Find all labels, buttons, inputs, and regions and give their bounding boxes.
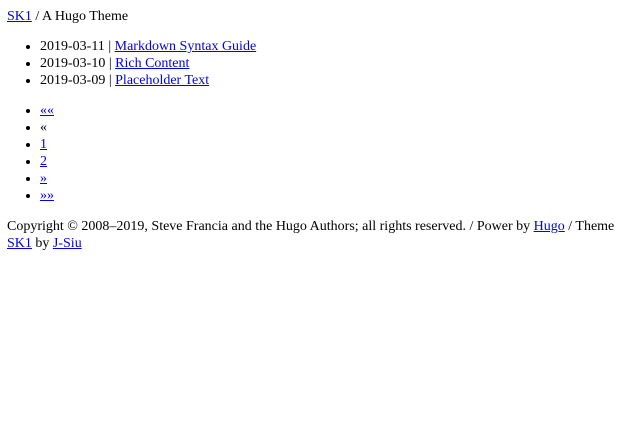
post-link-rich-content[interactable]: Rich Content: [115, 56, 190, 71]
post-link-placeholder-text[interactable]: Placeholder Text: [115, 73, 210, 88]
pagination-last-link[interactable]: »»: [40, 188, 54, 203]
author-link[interactable]: J-Siu: [52, 236, 82, 251]
pagination-first-link[interactable]: ««: [40, 103, 54, 118]
pagination-next-link[interactable]: »: [40, 171, 47, 186]
site-tagline: A Hugo Theme: [42, 9, 129, 24]
post-list-item: [40, 55, 633, 72]
pagination-item: [40, 187, 633, 204]
pagination-page-2-link[interactable]: 2: [40, 154, 47, 169]
site-header: [7, 8, 633, 25]
post-separator: |: [105, 73, 116, 88]
pagination: [7, 102, 633, 204]
post-separator: |: [105, 56, 116, 71]
post-separator: |: [104, 39, 115, 54]
header-separator: /: [31, 9, 43, 24]
site-footer: [7, 218, 633, 252]
pagination-item: [40, 153, 633, 170]
pagination-page-1-link[interactable]: 1: [40, 137, 47, 152]
pagination-item: [40, 170, 633, 187]
post-list-item: [40, 72, 633, 89]
copyright-text: Copyright © 2008–2019, Steve Francia and the Hugo Authors; all rights reserved. / Power by: [7, 219, 534, 234]
theme-link[interactable]: SK1: [7, 236, 32, 251]
post-date: 2019-03-09: [40, 73, 106, 88]
by-text: by: [31, 236, 53, 251]
pagination-item: [40, 136, 633, 153]
post-date: 2019-03-11: [40, 39, 105, 54]
pagination-item: [40, 102, 633, 119]
hugo-link[interactable]: Hugo: [533, 219, 565, 234]
site-home-link[interactable]: SK1: [7, 9, 32, 24]
post-link-markdown-syntax-guide[interactable]: Markdown Syntax Guide: [114, 39, 257, 54]
theme-text: / Theme: [564, 219, 615, 234]
post-date: 2019-03-10: [40, 56, 106, 71]
post-list-item: [40, 38, 633, 55]
pagination-item: [40, 119, 633, 136]
post-list: [7, 38, 633, 89]
pagination-prev-disabled: «: [40, 120, 47, 135]
